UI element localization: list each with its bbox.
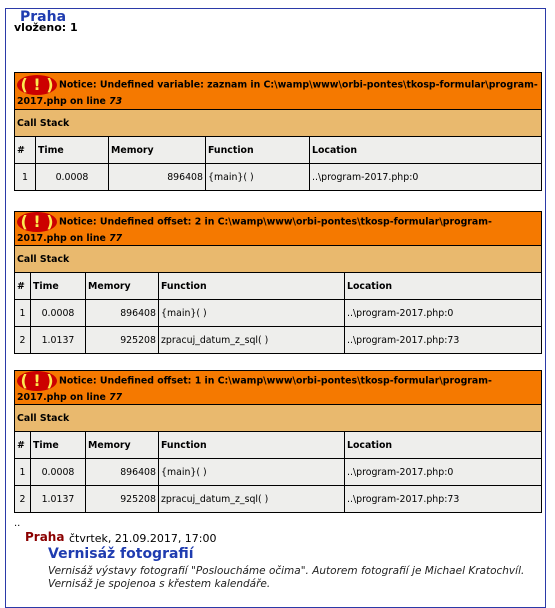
notice-line: 77 [109, 233, 123, 244]
table-row: 1 0.0008 896408 {main}( ) ..\program-2017.php:0 [15, 300, 542, 327]
error-table-2 [14, 211, 542, 354]
event-city: Praha [25, 530, 65, 544]
warning-icon: ( ! ) [17, 212, 57, 232]
call-stack-header: Call Stack [15, 110, 542, 137]
notice-line: 77 [109, 392, 123, 403]
notice-row [15, 212, 542, 246]
table-row: 2 1.0137 925208 zpracuj_datum_z_sql( ) ..\program-2017.php:73 [15, 327, 542, 354]
table-row: 1 0.0008 896408 {main}( ) ..\program-2017.php:0 [15, 164, 542, 191]
notice-line: 73 [109, 95, 123, 107]
notice-row [15, 371, 542, 405]
table-row: 1 0.0008 896408 {main}( ) ..\program-2017.php:0 [15, 459, 542, 486]
city-legend: Praha [20, 9, 67, 25]
warning-icon: ( ! ) [17, 75, 57, 95]
error-table-1 [14, 72, 542, 191]
inserted-count: vloženo: 1 [14, 21, 78, 34]
column-headers: # Time Memory Function Location [15, 432, 542, 459]
notice-row [15, 73, 542, 110]
error-table-3 [14, 370, 542, 513]
event-title[interactable]: Vernisáž fotografií [48, 546, 194, 562]
table-row: 2 1.0137 925208 zpracuj_datum_z_sql( ) ..\program-2017.php:73 [15, 486, 542, 513]
call-stack-header: Call Stack [15, 405, 542, 432]
notice-message: Notice: Undefined offset: 1 in C:\wamp\www\orbi-pontes\tkosp-formular\program-2017.php on line [17, 375, 492, 403]
event-date: čtvrtek, 21.09.2017, 17:00 [69, 532, 217, 545]
event-description: Vernisáž výstavy fotografií "Posloucháme očima". Autorem fotografií je Michael Kratochvíl. Vernisáž je spojenoa s křestem kalendáře. [48, 565, 525, 590]
notice-message: Notice: Undefined offset: 2 in C:\wamp\www\orbi-pontes\tkosp-formular\program-2017.php on line [17, 216, 492, 244]
warning-icon: ( ! ) [17, 371, 57, 391]
column-headers: # Time Memory Function Location [15, 137, 542, 164]
notice-message: Notice: Undefined variable: zaznam in C:\wamp\www\orbi-pontes\tkosp-formular\program-2017.php on line [17, 79, 538, 107]
dots-separator: .. [14, 518, 21, 529]
call-stack-header: Call Stack [15, 246, 542, 273]
column-headers: # Time Memory Function Location [15, 273, 542, 300]
